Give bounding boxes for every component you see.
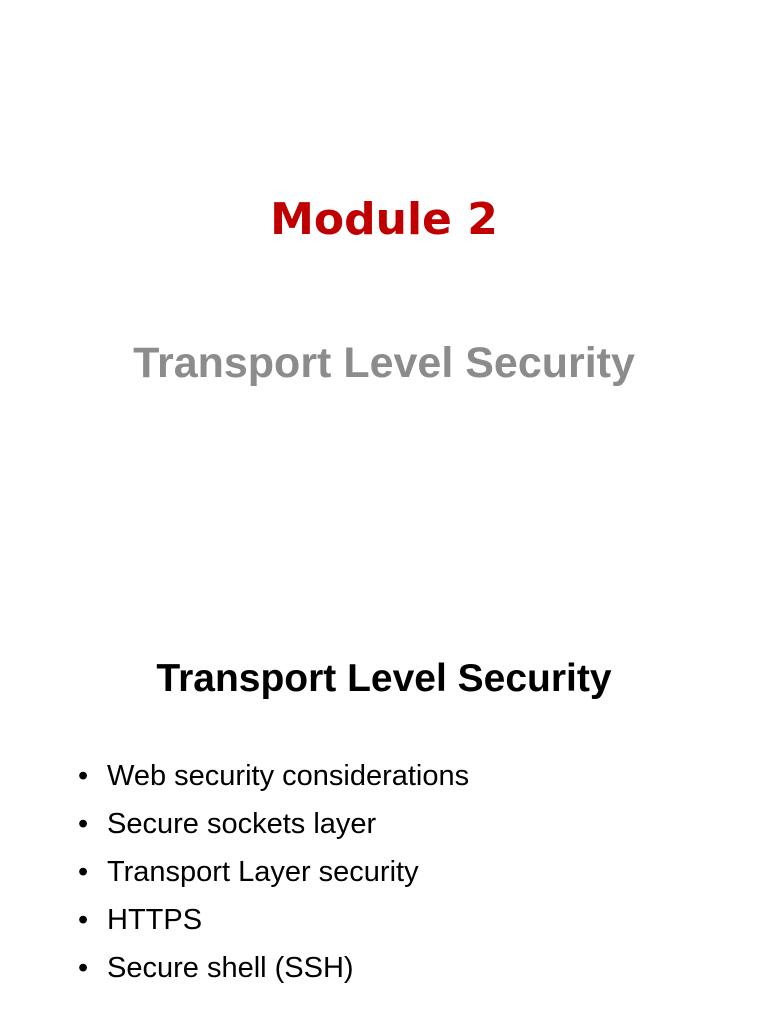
list-item-text: HTTPS (107, 904, 203, 936)
list-item-text: Web security considerations (107, 760, 470, 792)
list-item (76, 848, 469, 896)
list-item-text: Secure shell (SSH) (107, 952, 354, 984)
slide-title: Transport Level Security (156, 657, 612, 700)
bullet-dot-icon: • (78, 760, 89, 792)
list-item (76, 896, 469, 944)
bullet-dot-icon: • (78, 952, 89, 984)
list-item (76, 752, 469, 800)
list-item (76, 800, 469, 848)
slide-topics (0, 512, 768, 1024)
list-item-text: Secure sockets layer (107, 808, 377, 840)
list-item-text: Transport Layer security (107, 856, 419, 888)
bullet-dot-icon: • (78, 808, 89, 840)
bullet-dot-icon: • (78, 904, 89, 936)
bullet-dot-icon: • (78, 856, 89, 888)
module-subtitle: Transport Level Security (133, 339, 635, 387)
module-title: Module 2 (270, 194, 498, 245)
topic-list (76, 752, 469, 992)
list-item (76, 944, 469, 992)
